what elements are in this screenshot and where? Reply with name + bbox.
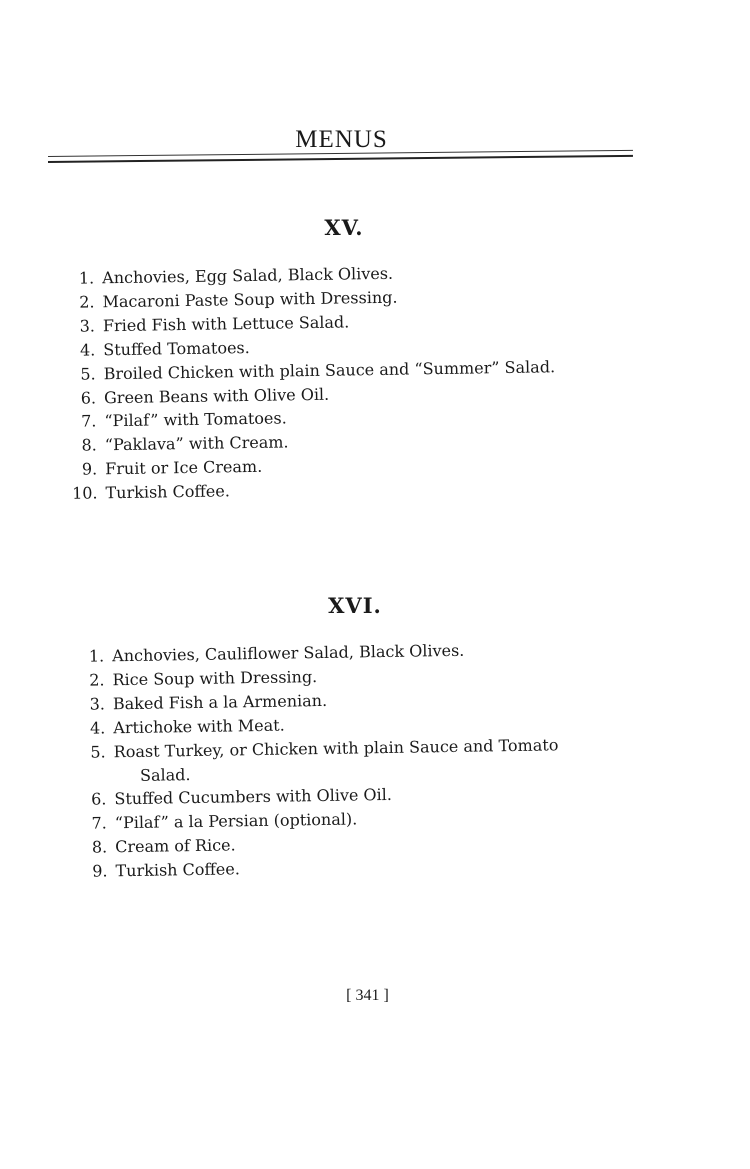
item-text: Anchovies, Egg Salad, Black Olives. (102, 263, 394, 288)
menu-title-xv: XV. (324, 215, 364, 240)
item-number: 10. (71, 483, 98, 503)
menu-list-xv (58, 259, 557, 506)
item-text: Cream of Rice. (115, 835, 236, 857)
item-text: Fried Fish with Lettuce Salad. (102, 312, 350, 336)
item-text: “Pilaf” a la Persian (optional). (114, 809, 358, 833)
item-number: 1. (88, 646, 105, 666)
item-text: “Paklava” with Cream. (104, 432, 289, 455)
item-number: 8. (81, 435, 97, 455)
item-text: Stuffed Cucumbers with Olive Oil. (114, 785, 393, 809)
item-number: 9. (92, 861, 108, 881)
item-text: Anchovies, Cauliflower Salad, Black Olives. (112, 640, 465, 666)
item-number: 3. (79, 316, 96, 336)
item-number: 3. (89, 694, 106, 714)
item-number: 5. (80, 364, 96, 384)
item-text: Turkish Coffee. (105, 481, 231, 503)
item-number: 9. (81, 459, 98, 479)
item-number: 8. (91, 837, 108, 857)
item-number: 7. (91, 813, 107, 833)
item-number: 5. (90, 742, 106, 762)
item-number: 4. (89, 718, 106, 738)
item-text: Roast Turkey, or Chicken with plain Sauce and Tomato (113, 734, 559, 761)
item-text: Fruit or Ice Cream. (105, 457, 263, 479)
item-text: Artichoke with Meat. (113, 715, 285, 738)
item-text: “Pilaf” with Tomatoes. (104, 408, 287, 431)
item-text: Baked Fish a la Armenian. (112, 690, 328, 714)
item-number: 6. (80, 387, 97, 408)
item-number: 4. (79, 340, 96, 360)
item-number: 1. (78, 268, 95, 288)
item-text: Broiled Chicken with plain Sauce and “Summer” Salad. (103, 356, 556, 383)
menu-list-xvi (68, 637, 560, 884)
item-text: Macaroni Paste Soup with Dressing. (102, 287, 398, 312)
item-number: 6. (91, 789, 107, 810)
item-number: 2. (89, 670, 105, 690)
page-header: MENUS (295, 126, 388, 153)
page-number: [ 341 ] (346, 987, 389, 1004)
item-text: Rice Soup with Dressing. (112, 666, 318, 690)
menu-title-xvi: XVI. (328, 593, 382, 618)
item-text-continuation: Salad. (139, 764, 191, 785)
item-text: Turkish Coffee. (115, 859, 241, 881)
item-number: 2. (79, 292, 95, 312)
item-text: Green Beans with Olive Oil. (103, 384, 330, 407)
item-text: Stuffed Tomatoes. (103, 337, 250, 360)
item-number: 7. (81, 411, 97, 432)
